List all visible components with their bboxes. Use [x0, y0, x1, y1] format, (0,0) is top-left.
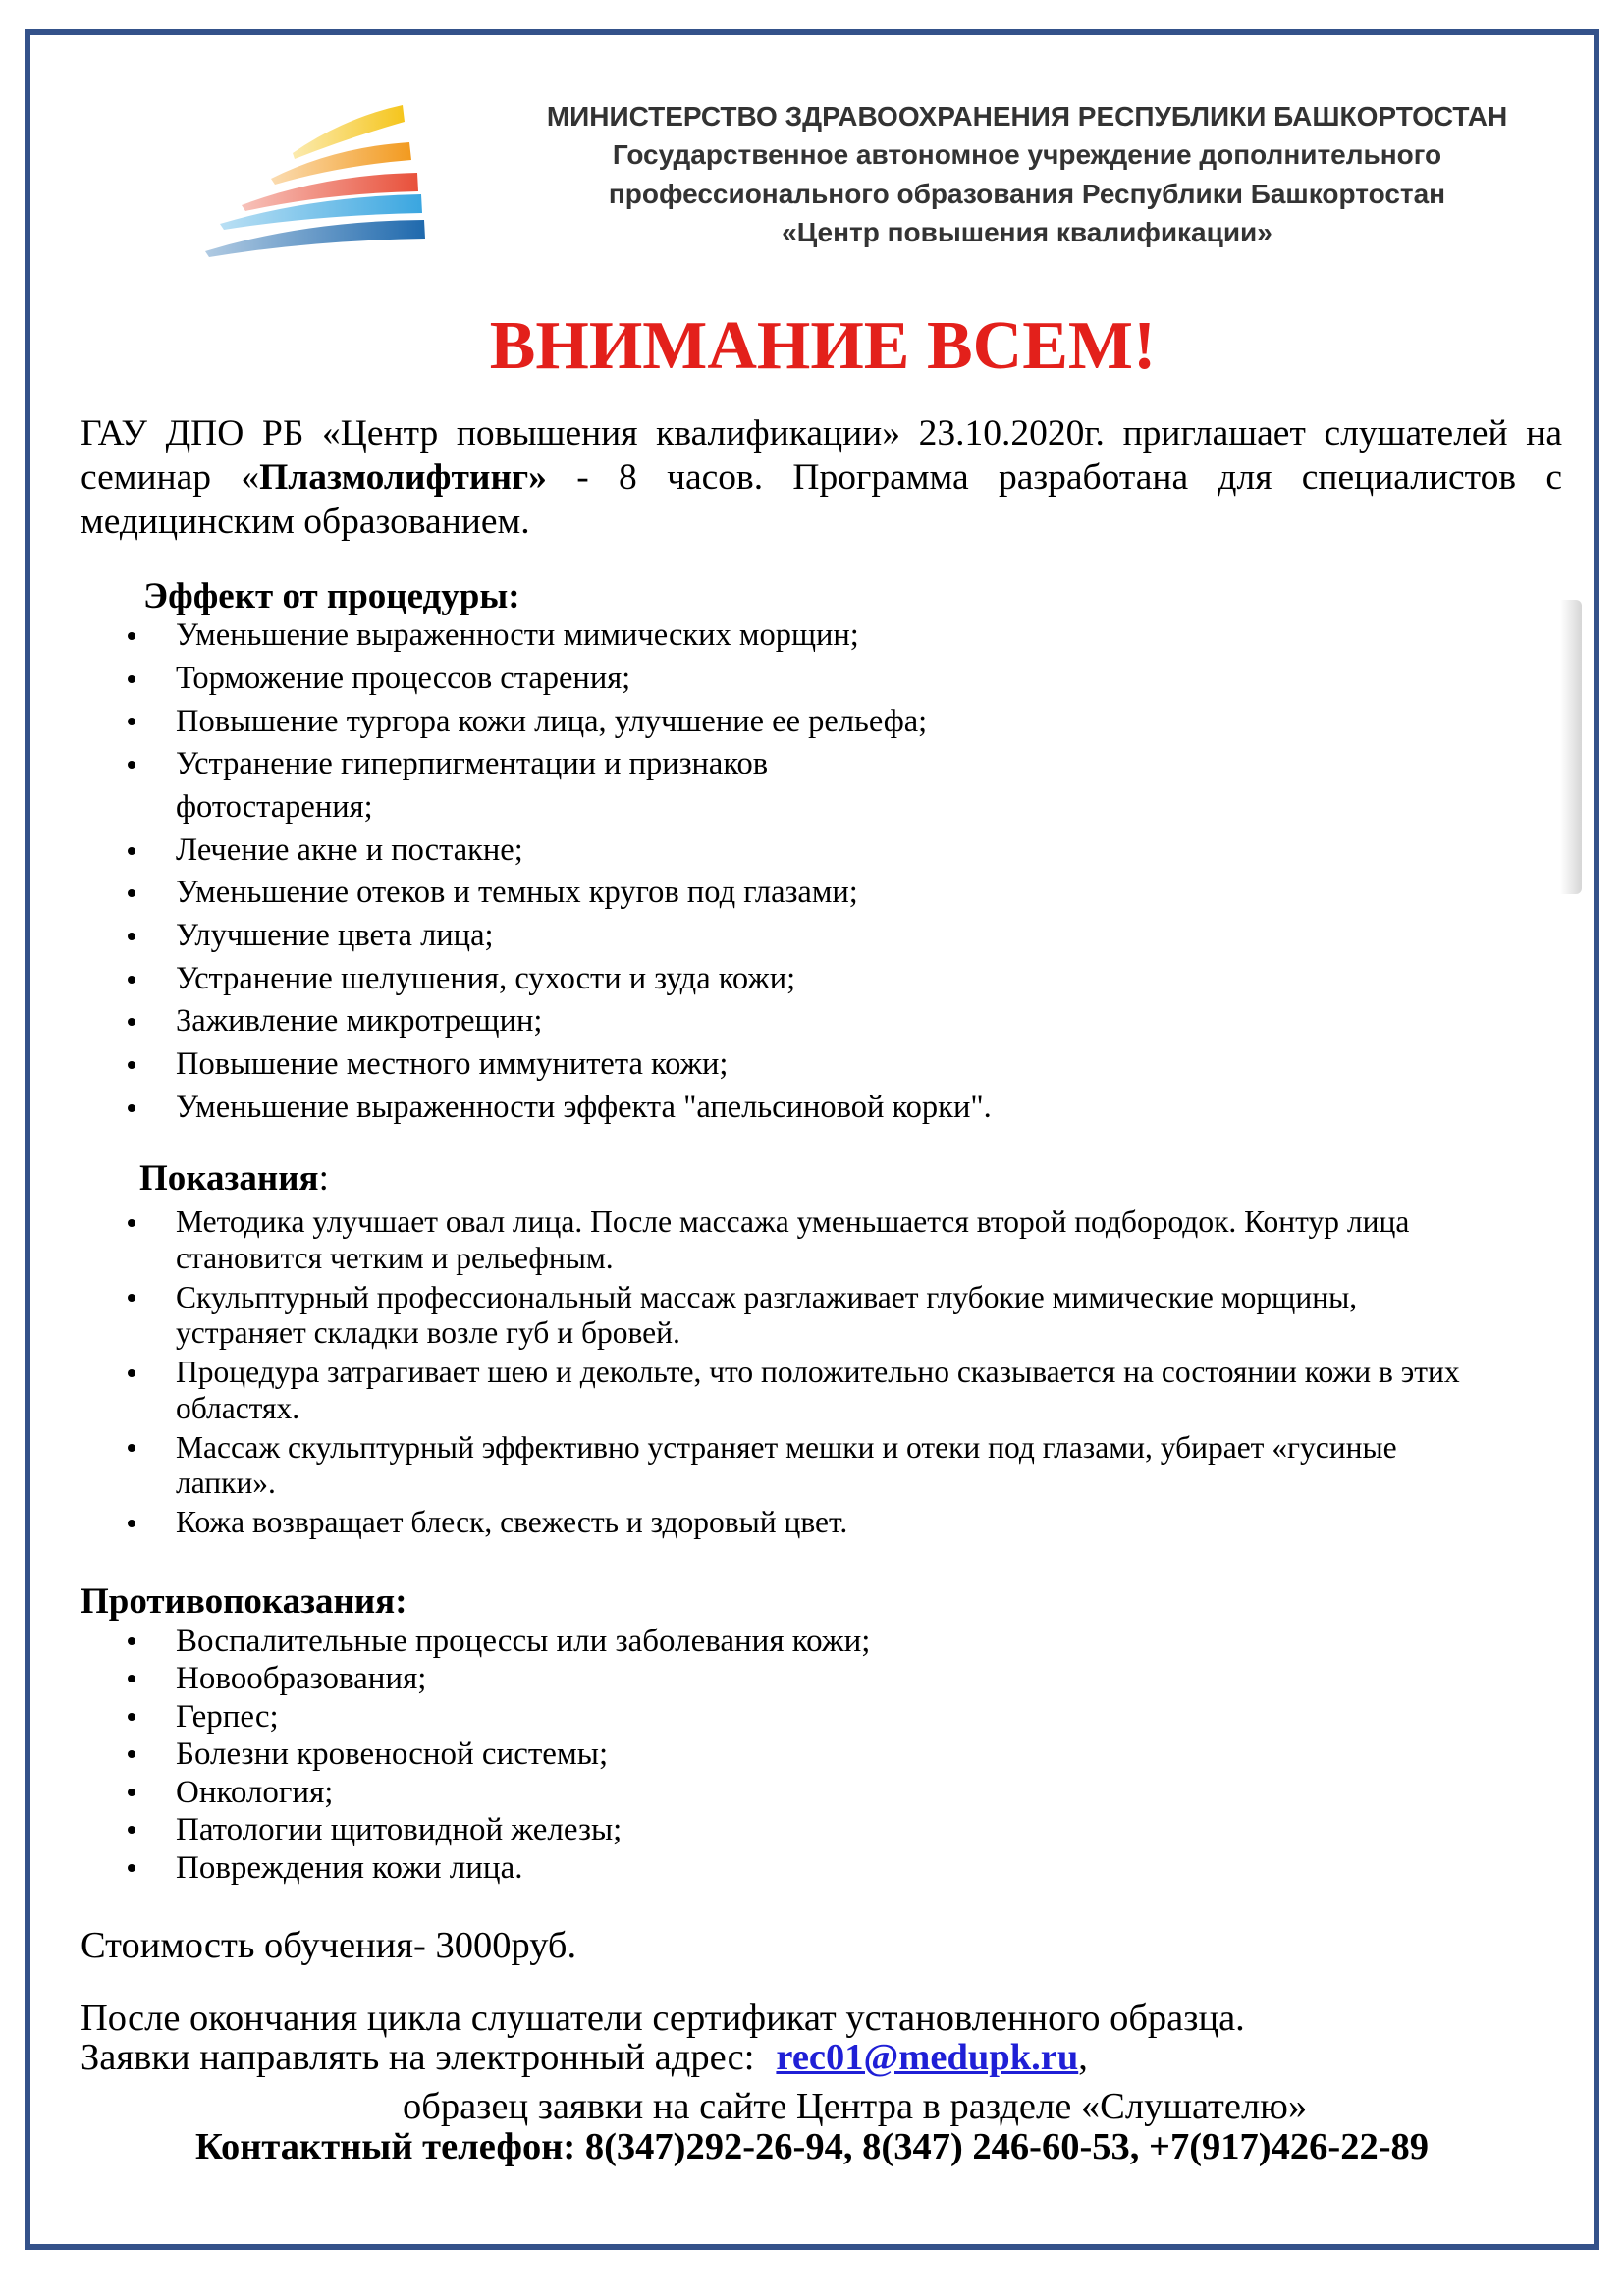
indication-item [176, 1204, 1460, 1276]
effects-list [176, 614, 992, 1129]
indication-text: Скульптурный профессиональный массаж разглаживает глубокие мимические морщины, устраняет складки возле губ и бровей. [176, 1279, 1358, 1351]
bullet-icon [128, 1104, 135, 1112]
bullet-icon [128, 1713, 135, 1721]
indication-item [176, 1280, 1460, 1352]
bullet-icon [128, 1864, 135, 1872]
contraindication-item [176, 1623, 870, 1661]
application-suffix: , [1078, 2037, 1088, 2079]
effect-text: Торможение процессов старения; [176, 660, 631, 696]
indications-heading [139, 1157, 329, 1201]
page-title: ВНИМАНИЕ ВСЕМ! [489, 308, 1157, 384]
application-prefix: Заявки направлять на электронный адрес: [81, 2037, 755, 2079]
indication-text: Кожа возвращает блеск, свежесть и здоровый цвет. [176, 1505, 848, 1540]
effect-item [176, 872, 992, 915]
contraindication-item [176, 1849, 870, 1888]
effect-item [176, 915, 992, 958]
effect-text: Повышение местного иммунитета кожи; [176, 1046, 729, 1083]
effect-text: Устранение шелушения, сухости и зуда кожи; [176, 960, 796, 996]
institution-line-1: Государственное автономное учреждение дополнительного [612, 139, 1442, 171]
intro-paragraph [81, 411, 1562, 544]
bullet-icon [128, 675, 135, 683]
contraindication-text: Герпес; [176, 1698, 279, 1735]
indication-text: Массаж скульптурный эффективно устраняет мешки и отеки под глазами, убирает «гусиные лапки». [176, 1429, 1397, 1501]
intro-line-3: медицинским образованием. [81, 501, 530, 542]
sample-note: образец заявки на сайте Центра в разделе «Слушателю» [403, 2085, 1308, 2127]
effect-item [176, 743, 992, 828]
effect-text: Повышение тургора кожи лица, улучшение ее рельефа; [176, 703, 928, 739]
indications-list [176, 1204, 1460, 1544]
bullet-icon [128, 933, 135, 940]
bullet-icon [128, 1637, 135, 1645]
effect-item [176, 1000, 992, 1043]
intro-line-2 [81, 455, 1562, 500]
effects-heading: Эффект от процедуры: [143, 576, 520, 616]
bullet-icon [128, 976, 135, 984]
indication-text: Процедура затрагивает шею и декольте, что положительно сказывается на состоянии кожи в этих областях. [176, 1355, 1460, 1425]
certificate-note: После окончания цикла слушатели сертификат установленного образца. [81, 1998, 1245, 2040]
indication-text: Методика улучшает овал лица. После массажа уменьшается второй подбородок. Контур лица становится четким и рельефным. [176, 1204, 1410, 1275]
contraindication-text: Патологии щитовидной железы; [176, 1812, 623, 1847]
institution-line-2: профессионального образования Республики Башкортостан [608, 178, 1446, 209]
effect-text: Уменьшение выраженности эффекта "апельсиновой корки". [176, 1089, 992, 1125]
contraindication-text: Онкология; [176, 1774, 334, 1810]
contraindication-text: Повреждения кожи лица. [176, 1849, 523, 1886]
contraindication-item [176, 1811, 870, 1849]
indication-item [176, 1505, 1460, 1541]
application-line [81, 2038, 1088, 2077]
effect-text: Улучшение цвета лица; [176, 918, 494, 954]
effect-item [176, 614, 992, 658]
course-cost: Стоимость обучения- 3000руб. [81, 1924, 577, 1966]
bullet-icon [128, 1520, 135, 1527]
effect-item [176, 701, 992, 744]
bullet-icon [128, 632, 135, 640]
contraindications-heading: Противопоказания: [81, 1580, 407, 1622]
indications-heading-text: Показания [139, 1158, 319, 1199]
email-link[interactable]: rec01@medupk.ru [776, 2037, 1079, 2079]
effect-text: Уменьшение отеков и темных кругов под глазами; [176, 875, 858, 911]
contraindication-item [176, 1698, 870, 1736]
faded-image-edge [1560, 600, 1582, 894]
indication-item [176, 1430, 1460, 1502]
intro-seminar-prefix: семинар « [81, 456, 260, 498]
contact-phones: Контактный телефон: 8(347)292-26-94, 8(347) 246-60-53, +7(917)426-22-89 [194, 2126, 1430, 2168]
book-pages-fan-logo-icon [196, 98, 432, 265]
contraindication-item [176, 1774, 870, 1812]
effect-text: Устранение гиперпигментации и признаков фотостарения; [176, 746, 769, 825]
contraindication-item [176, 1660, 870, 1698]
contraindication-item [176, 1735, 870, 1774]
effect-text: Лечение акне и постакне; [176, 831, 523, 868]
effect-text: Уменьшение выраженности мимических морщин; [176, 617, 859, 654]
contraindication-text: Воспалительные процессы или заболевания кожи; [176, 1623, 871, 1659]
effect-item [176, 829, 992, 873]
contraindication-text: Болезни кровеносной системы; [176, 1736, 609, 1772]
indication-item [176, 1355, 1460, 1426]
bullet-icon [128, 1789, 135, 1796]
contraindications-list [176, 1623, 870, 1888]
bullet-icon [128, 1369, 135, 1377]
ministry-name: МИНИСТЕРСТВО ЗДРАВООХРАНЕНИЯ РЕСПУБЛИКИ БАШКОРТОСТАН [546, 101, 1508, 132]
effect-item [176, 1043, 992, 1087]
effect-item [176, 1087, 992, 1130]
seminar-name: Плазмолифтинг» [259, 456, 547, 498]
intro-seminar-details: - 8 часов. Программа разработана для специалистов с [546, 456, 1562, 498]
bullet-icon [128, 1061, 135, 1069]
indications-heading-colon: : [318, 1158, 329, 1199]
organization-header [471, 97, 1583, 251]
bullet-icon [128, 1219, 135, 1227]
effect-item [176, 958, 992, 1001]
contraindication-text: Новообразования; [176, 1661, 427, 1696]
bullet-icon [128, 847, 135, 855]
effect-text: Заживление микротрещин; [176, 1003, 543, 1040]
effect-item [176, 658, 992, 701]
intro-line-1: ГАУ ДПО РБ «Центр повышения квалификации» 23.10.2020г. приглашает слушателей на [81, 412, 1562, 454]
institution-name: «Центр повышения квалификации» [782, 216, 1272, 247]
